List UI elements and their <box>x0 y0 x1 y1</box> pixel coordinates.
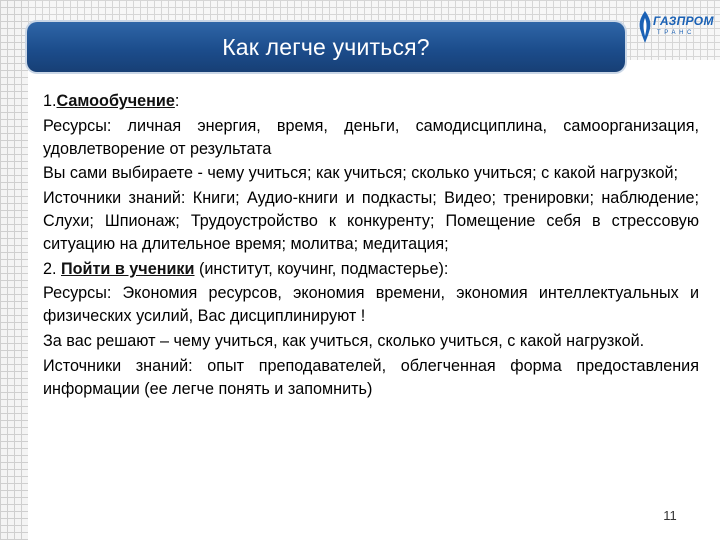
slide-title: Как легче учиться? <box>222 33 430 60</box>
decide-paragraph: За вас решают – чему учиться, как учиться, сколько учиться, с какой нагрузкой. <box>43 331 645 350</box>
page-number: 11 <box>663 508 677 523</box>
section-1-heading: 1.Самообучение: <box>43 92 180 110</box>
slide-title-bar <box>27 22 625 72</box>
resources-1-paragraph: Ресурсы: личная энергия, время, деньги, самодисциплина, самоорганизация, удовлетворение от результата <box>43 116 699 158</box>
slide-body <box>43 90 699 400</box>
resources-2-paragraph: Ресурсы: Экономия ресурсов, экономия времени, экономия интеллектуальных и физических усилий, Вас дисциплинируют ! <box>43 284 699 326</box>
choose-paragraph: Вы сами выбираете - чему учиться; как учиться; сколько учиться; с какой нагрузкой; <box>43 164 678 183</box>
section-1-title: Самообучение <box>56 92 175 110</box>
flame-icon <box>636 10 654 44</box>
logo-subtext: ТРАНС <box>657 30 695 36</box>
background-grid-left <box>0 0 28 540</box>
sources-2-paragraph: Источники знаний: опыт преподавателей, облегченная форма предоставления информации (ее легче понять и запомнить) <box>43 356 699 398</box>
section-2-heading: 2. Пойти в ученики (институт, коучинг, подмастерье): <box>43 259 449 278</box>
logo-text: ГАЗПРОМ <box>653 14 714 28</box>
section-2-title: Пойти в ученики <box>61 259 195 278</box>
gazprom-logo <box>636 10 712 46</box>
sources-1-paragraph: Источники знаний: Книги; Аудио-книги и подкасты; Видео; тренировки; наблюдение; Слухи; Шпионаж; Трудоустройство к конкуренту; Помещение себя в стрессовую ситуацию на длительное время; молитва; медитация; <box>43 189 699 253</box>
